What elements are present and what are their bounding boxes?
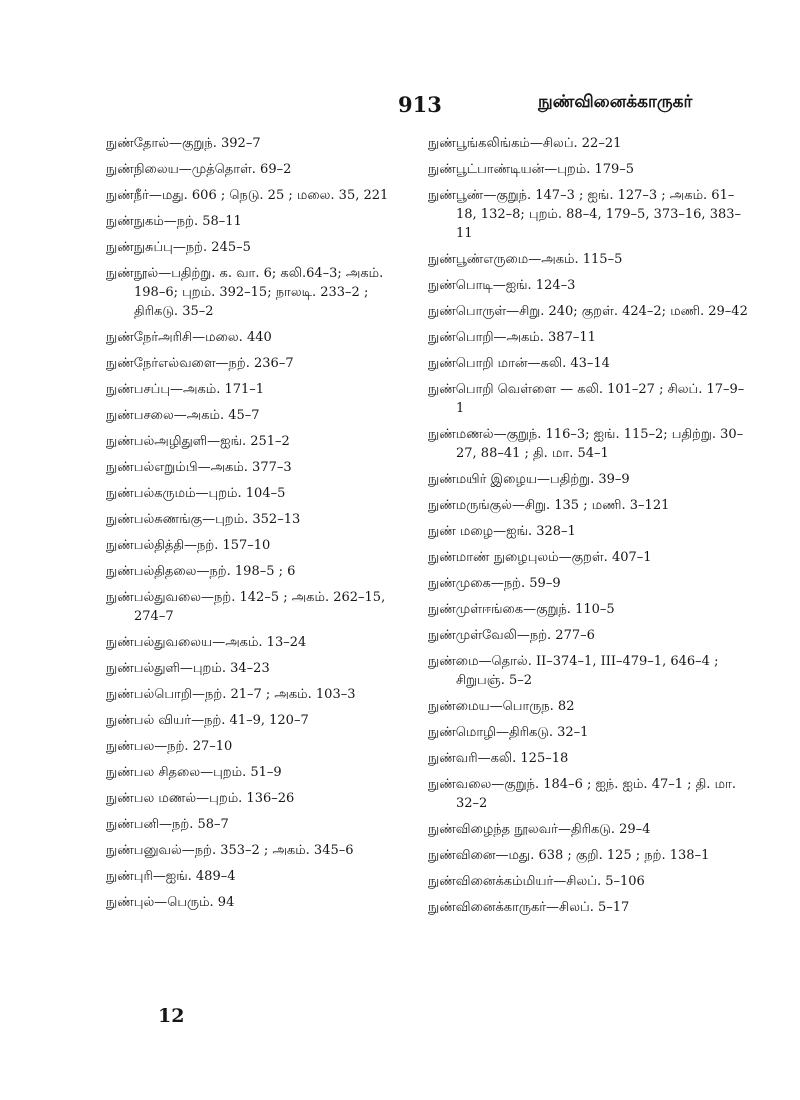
index-entry: நுண்பல்துளி—புறம். 34–23 <box>106 661 270 676</box>
index-entry: நுண்புரி—ஐங். 489–4 <box>106 869 236 884</box>
index-entry: நுண்வினைக்கம்மியர்—சிலப். 5–106 <box>428 874 645 889</box>
index-entry: நுண்பல்தித்தி—நற். 157–10 <box>106 538 271 553</box>
index-entry: நுண்பல—நற். 27–10 <box>106 739 233 754</box>
index-entry: நுண்பூண்எருமை—அகம். 115–5 <box>428 252 623 267</box>
index-entry: நுண்பொறி—அகம். 387–11 <box>428 330 596 345</box>
index-entry: நுண்நேர்எல்வளை—நற். 236–7 <box>106 356 294 371</box>
index-entry: நுண்பல்துவலை—நற். 142–5 ; அகம். 262–15, 274–7 <box>106 590 386 624</box>
index-entry: நுண்மை—தொல். II–374–1, III–479–1, 646–4 ; சிறுபஞ். 5–2 <box>428 654 719 688</box>
index-entry: நுண்நிலைய—முத்தொள். 69–2 <box>106 162 292 177</box>
index-entry: நுண்பல்திதலை—நற். 198–5 ; 6 <box>106 564 296 579</box>
index-entry: நுண்முள்வேலி—நற். 277–6 <box>428 628 595 643</box>
index-entry: நுண்விழைந்த நூலவர்—திரிகடு. 29–4 <box>428 822 651 837</box>
index-entry: நுண்மருங்குல்—சிறு. 135 ; மணி. 3–121 <box>428 498 670 513</box>
page-number: 913 <box>398 92 442 117</box>
index-entry: நுண்நூல்—பதிற்று. க. வா. 6; கலி.64–3; அகம். 198–6; புறம். 392–15; நாலடி. 233–2 ; திரிகடு. 35–2 <box>106 266 384 319</box>
running-head: நுண்வினைக்காருகர் <box>538 92 693 112</box>
signature-mark: 12 <box>158 1005 185 1027</box>
index-entry: நுண்மயிர் இழைய—பதிற்று. 39–9 <box>428 472 630 487</box>
index-entry: நுண்மணல்—குறுந். 116–3; ஐங். 115–2; பதிற்று. 30–27, 88–41 ; தி. மா. 54–1 <box>428 427 744 461</box>
index-entry: நுண்முள்ஈங்கை—குறுந். 110–5 <box>428 602 615 617</box>
index-entry: நுண்பல்எறும்பி—அகம். 377–3 <box>106 460 292 475</box>
index-entry: நுண்புல்—பெரும். 94 <box>106 895 235 910</box>
index-entry: நுண்வலை—குறுந். 184–6 ; ஐந். ஐம். 47–1 ; தி. மா. 32–2 <box>428 777 736 811</box>
left-column <box>106 134 406 919</box>
index-entry: நுண்நேர்அரிசி—மலை. 440 <box>106 330 272 345</box>
index-entry: நுண்மாண் நுழைபுலம்—குறள். 407–1 <box>428 550 652 565</box>
index-entry: நுண்பொடி—ஐங். 124–3 <box>428 278 576 293</box>
index-entry: நுண்பல் வியர்—நற். 41–9, 120–7 <box>106 713 309 728</box>
index-entry: நுண்நீர்—மது. 606 ; நெடு. 25 ; மலை. 35, 221 <box>106 188 389 203</box>
index-entry: நுண்பல்கருமம்—புறம். 104–5 <box>106 486 286 501</box>
index-entry: நுண்பல சிதலை—புறம். 51–9 <box>106 765 282 780</box>
index-entry: நுண்மைய—பொருந. 82 <box>428 699 575 714</box>
index-entry: நுண்பூட்பாண்டியன்—புறம். 179–5 <box>428 162 635 177</box>
right-column <box>428 134 748 924</box>
index-entry: நுண்முகை—நற். 59–9 <box>428 576 561 591</box>
index-entry: நுண்தோல்—குறுந். 392–7 <box>106 136 261 151</box>
index-entry: நுண்வினைக்காருகர்—சிலப். 5–17 <box>428 900 630 915</box>
index-entry: நுண்பொறி மான்—கலி. 43–14 <box>428 356 610 371</box>
index-entry: நுண்பொருள்—சிறு. 240; குறள். 424–2; மணி. 29–42 <box>428 304 748 319</box>
index-entry: நுண்பல மணல்—புறம். 136–26 <box>106 791 295 806</box>
index-entry: நுண்பனுவல்—நற். 353–2 ; அகம். 345–6 <box>106 843 354 858</box>
index-entry: நுண்பொறி வெள்ளை — கலி. 101–27 ; சிலப். 17–9–1 <box>428 382 745 416</box>
index-entry: நுண்நுசுப்பு—நற். 245–5 <box>106 240 251 255</box>
index-entry: நுண்பூண்—குறுந். 147–3 ; ஐங். 127–3 ; அகம். 61–18, 132–8; புறம். 88–4, 179–5, 373–16, 383–11 <box>428 188 742 241</box>
index-entry: நுண்மொழி—திரிகடு. 32–1 <box>428 725 589 740</box>
index-entry: நுண்வரி—கலி. 125–18 <box>428 751 569 766</box>
index-entry: நுண்பசலை—அகம். 45–7 <box>106 408 260 423</box>
index-entry: நுண்பனி—நற். 58–7 <box>106 817 229 832</box>
index-entry: நுண்பல்அழிதுளி—ஐங். 251–2 <box>106 434 290 449</box>
index-entry: நுண்பல்பொறி—நற். 21–7 ; அகம். 103–3 <box>106 687 356 702</box>
index-entry: நுண்பூங்கலிங்கம்—சிலப். 22–21 <box>428 136 622 151</box>
index-entry: நுண்பல்துவலைய—அகம். 13–24 <box>106 635 307 650</box>
index-entry: நுண்நுகம்—நற். 58–11 <box>106 214 242 229</box>
index-entry: நுண் மழை—ஐங். 328–1 <box>428 524 576 539</box>
index-entry: நுண்பசப்பு—அகம். 171–1 <box>106 382 265 397</box>
index-entry: நுண்வினை—மது. 638 ; குறி. 125 ; நற். 138–1 <box>428 848 710 863</box>
index-entry: நுண்பல்சுணங்கு—புறம். 352–13 <box>106 512 301 527</box>
